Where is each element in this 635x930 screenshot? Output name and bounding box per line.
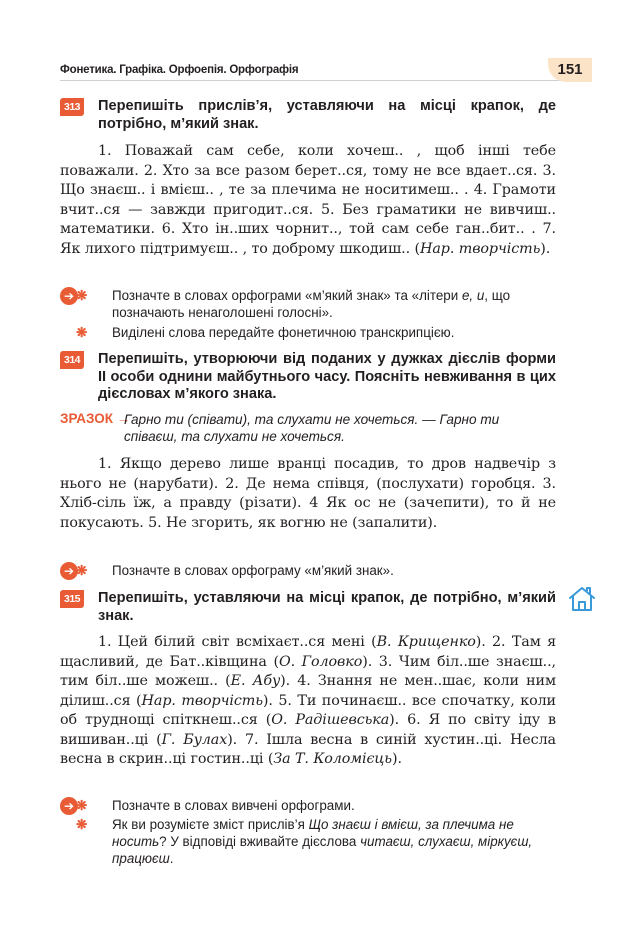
exercise-315-source: За Т. Коломієць [273,751,392,767]
exercise-315-source: О. Радішевська [271,712,390,728]
exercise-313-end: ). [540,240,551,257]
exercise-313-proverbs: 1. Поважай сам себе, коли хочеш.. , щоб інші тебе поважали. 2. Хто за все разом берет..ся, тому не все вдает..ся. 3. Що знаєш.. і вмієш.. , те за плечима не носитимеш.. . 4. Грамоти вчит..ся — завжди пригодит..ся. 5. Без граматики не вивчиш.. математики. 6. Хто ін..ших чорнит.., той сам себе ган..бит.. . 7. Як лихого підтримуєш.. , то доброму шкодиш.. ( [60,143,556,257]
exercise-315-text [60,633,556,770]
note-italic: е, и [461,288,485,303]
exercise-315-task: Перепишіть, уставляючи на місці крапок, де потрібно, м’який знак. [98,590,556,624]
exercise-315-text-part: ). 7. Ішла весна в синій хустин..ці. Несла весна в скрин..ці гостин..ці ( [60,731,556,767]
exercise-314-notes [76,562,556,579]
section-title: Фонетика. Графіка. Орфоепія. Орфографія [60,64,299,76]
exercise-315-text-part: ). 6. Я по світу іду в вишиван..ці ( [60,712,556,748]
exercise-314-note-1 [76,562,556,579]
exercise-315-text-part: 1. Цей білий світ всміхаєт..ся мені ( [98,634,377,650]
asterisk-bullet-icon: ❋ [76,325,88,340]
exercise-315-text-part: ). 3. Чим біл..ше знаєш.., тим біл..ше можеш.. ( [60,653,556,689]
note-text: Позначте в словах орфограму «м’який знак». [112,563,394,578]
note-italic: Що знаєш і вмієш, за плечима не носить [112,817,514,849]
exercise-313-source: Нар. творчість [420,240,541,257]
exercise-315-source: О. Головко [278,653,363,670]
exercise-315-text-part: ). 5. Ти починаєш.. все спочатку, коли об труднощі спіткнеш..ся ( [60,692,556,728]
exercise-number-315: 315 [60,590,84,608]
exercise-315-note-1 [76,797,556,814]
asterisk-bullet-icon: ❋ [76,817,88,832]
home-icon[interactable] [567,585,597,613]
exercise-315-source: Г. Булах [161,731,228,748]
asterisk-bullet-icon: ❋ [76,288,88,303]
note-italic: читаєш, слухаєш, міркуєш, працюєш [112,834,533,866]
exercise-314-proverbs: 1. Якщо дерево лише вранці посадив, то дров надвечір з нього не (нарубати). 2. Де нема співця, (послухати) горобця. 3. Хліб-сіль їж, а правду (різати). 4 Як ос не (зачепити), то й не покусають. 5. Не згорить, як вогню не (запалити). [60,456,556,531]
note-text: . [169,851,174,866]
note-text: Як ви розумієте зміст прислів’я [112,817,309,832]
sample-label: ЗРАЗОК → [60,411,131,426]
exercise-313-notes [76,287,556,341]
asterisk-bullet-icon: ❋ [76,563,88,578]
exercise-number-314: 314 [60,351,84,369]
note-text: Позначте в словах орфограми «м’який знак» та «літери [112,288,462,303]
exercise-315-source: Е. Абу [230,673,281,689]
exercise-315-note-2 [76,816,556,867]
note-text: Виділені слова передайте фонетичною транскрипцією. [112,325,455,340]
note-text: ? У відповіді вживайте дієслова [159,834,361,849]
exercise-314-task: Перепишіть, утворюючи від поданих у дужках дієслів форми ІІ особи однини майбутнього часу. Поясніть невживання в цих дієсловах м’якого знака. [98,351,556,402]
exercise-313-note-1 [76,287,556,321]
exercise-315-source: В. Крищенко [376,634,476,650]
exercise-315-text-part: ). 4. Знання не мен..шає, коли ним ділиш..ся ( [60,673,557,709]
arrow-right-circle-icon: ➔ [60,562,78,580]
asterisk-bullet-icon: ❋ [76,798,88,813]
note-text: , що позначають ненаголошені голосні». [112,288,511,320]
exercise-315-source: Нар. творчість [141,692,263,709]
page-number: 151 [548,58,592,82]
exercise-315-notes [76,797,556,867]
exercise-314-text [60,455,556,533]
header-divider [60,80,590,81]
exercise-313-note-2 [76,324,556,341]
exercise-number-313: 313 [60,98,84,116]
arrow-right-circle-icon: ➔ [60,797,78,815]
exercise-315-text-part: ). 2. Там я щасливий, де Бат..ківщина ( [60,634,557,670]
sample-text: Гарно ти (співати), та слухати не хочеться. — Гарно ти співаєш, та слухати не хочеться. [124,412,500,444]
arrow-right-circle-icon: ➔ [60,287,78,305]
exercise-313-text [60,142,556,259]
exercise-313-task: Перепишіть прислів’я, уставляючи на місці крапок, де потрібно, м’який знак. [98,98,556,132]
exercise-315-text-part: ). [392,751,402,767]
note-text: Позначте в словах вивчені орфограми. [112,798,355,813]
